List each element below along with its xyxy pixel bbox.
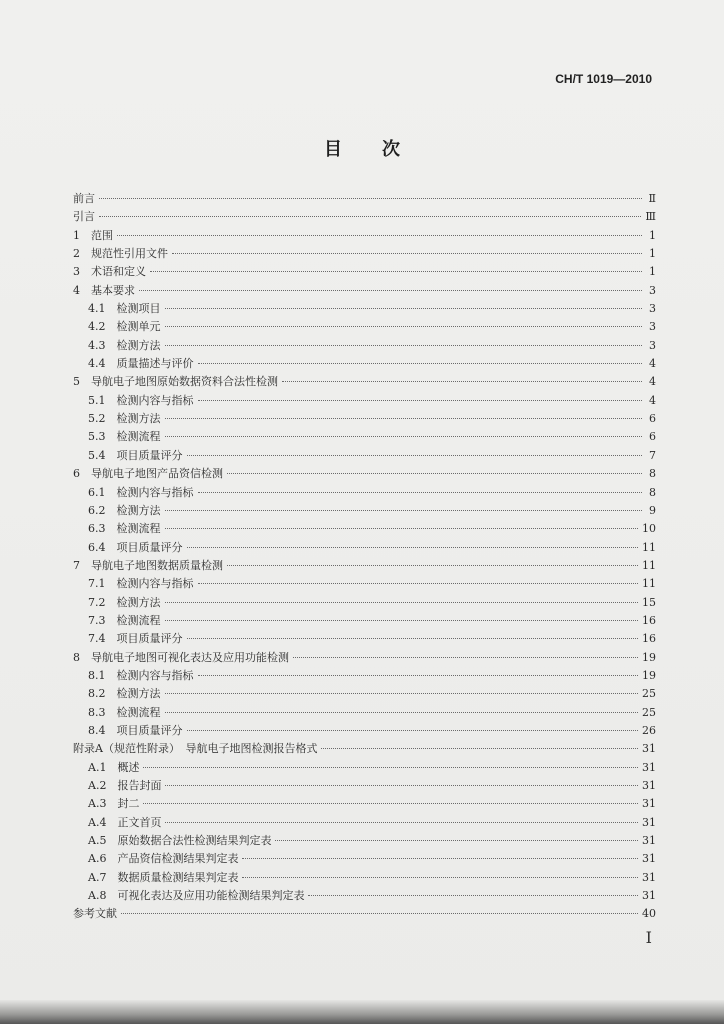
toc-leader-dots — [99, 216, 641, 217]
toc-entry-page: 31 — [642, 834, 656, 848]
toc-entry-page: 1 — [649, 228, 656, 242]
toc-leader-dots — [172, 253, 642, 254]
toc-leader-dots — [242, 877, 638, 878]
toc-leader-dots — [282, 381, 642, 382]
toc-leader-dots — [139, 290, 642, 291]
toc-leader-dots — [121, 913, 638, 914]
toc-entry-text: 5 导航电子地图原始数据资料合法性检测 — [73, 375, 278, 389]
standard-code: CH/T 1019—2010 — [555, 72, 652, 86]
toc-entry-text: 6.4 项目质量评分 — [88, 540, 183, 554]
toc-entry-text: 4.1 检测项目 — [88, 302, 161, 316]
toc-leader-dots — [165, 620, 639, 621]
toc-entry-page: Ⅱ — [648, 192, 656, 205]
toc-entry-text: 6.2 检测方法 — [88, 503, 161, 517]
toc-entry-text: 7.1 检测内容与指标 — [88, 577, 194, 591]
toc-entry-text: A.4 正文首页 — [88, 815, 162, 829]
toc-entry-page: 31 — [642, 889, 656, 903]
toc-entry[interactable] — [73, 704, 656, 722]
toc-entry[interactable] — [73, 850, 656, 868]
toc-entry-text: 3 术语和定义 — [73, 265, 146, 279]
toc-leader-dots — [165, 693, 639, 694]
toc-entry[interactable] — [73, 447, 656, 465]
toc-entry[interactable] — [73, 539, 656, 557]
toc-leader-dots — [198, 583, 639, 584]
toc-entry-page: 31 — [642, 797, 656, 811]
toc-entry-page: Ⅲ — [645, 210, 656, 224]
toc-entry[interactable] — [73, 410, 656, 428]
toc-entry[interactable] — [73, 318, 656, 336]
toc-entry[interactable] — [73, 245, 656, 263]
toc-entry-page: 25 — [642, 687, 656, 701]
toc-entry-page: 16 — [642, 613, 656, 627]
toc-entry[interactable] — [73, 208, 656, 226]
toc-entry-text: A.6 产品资信检测结果判定表 — [88, 852, 239, 866]
toc-leader-dots — [165, 822, 638, 823]
toc-entry-page: 26 — [642, 723, 656, 737]
toc-entry-page: 4 — [649, 357, 656, 371]
toc-entry[interactable] — [73, 428, 656, 446]
toc-entry[interactable] — [73, 685, 656, 703]
toc-entry[interactable] — [73, 759, 656, 777]
toc-leader-dots — [198, 400, 643, 401]
toc-entry-text: 参考文献 — [73, 907, 117, 921]
toc-entry[interactable] — [73, 484, 656, 502]
toc-entry-page: 4 — [649, 393, 656, 407]
toc-entry-page: 6 — [649, 430, 656, 444]
toc-leader-dots — [242, 858, 638, 859]
toc-entry-page: 16 — [642, 632, 656, 646]
toc-entry[interactable] — [73, 905, 656, 923]
toc-entry-text: 5.3 检测流程 — [88, 430, 161, 444]
toc-leader-dots — [227, 473, 642, 474]
toc-entry-page: 6 — [649, 412, 656, 426]
toc-entry[interactable] — [73, 355, 656, 373]
toc-entry-text: 8.2 检测方法 — [88, 687, 161, 701]
toc-entry-page: 11 — [642, 577, 656, 591]
toc-entry[interactable] — [73, 300, 656, 318]
toc-entry[interactable] — [73, 630, 656, 648]
toc-leader-dots — [308, 895, 638, 896]
toc-entry-page: 4 — [649, 375, 656, 389]
toc-entry[interactable] — [73, 832, 656, 850]
toc-entry-page: 3 — [649, 338, 656, 352]
toc-entry-page: 3 — [649, 283, 656, 297]
toc-entry-text: 8.1 检测内容与指标 — [88, 668, 194, 682]
page-number: Ⅰ — [645, 928, 652, 947]
toc-leader-dots — [165, 712, 639, 713]
toc-entry-text: 5.1 检测内容与指标 — [88, 393, 194, 407]
toc-entry-text: 4.2 检测单元 — [88, 320, 161, 334]
toc-entry-text: 7.3 检测流程 — [88, 613, 161, 627]
toc-entry-text: 2 规范性引用文件 — [73, 247, 168, 261]
toc-entry[interactable] — [73, 667, 656, 685]
toc-entry-text: 1 范围 — [73, 228, 113, 242]
toc-leader-dots — [99, 198, 642, 199]
toc-entry-page: 3 — [649, 320, 656, 334]
toc-leader-dots — [187, 730, 639, 731]
toc-entry-page: 31 — [642, 742, 656, 756]
toc-entry-text: A.2 报告封面 — [88, 779, 162, 792]
toc-leader-dots — [165, 785, 638, 786]
toc-entry-page: 9 — [649, 503, 656, 517]
toc-entry[interactable] — [73, 887, 656, 905]
toc-entry[interactable] — [73, 465, 656, 483]
toc-entry[interactable] — [73, 649, 656, 667]
toc-entry-page: 11 — [642, 558, 656, 572]
toc-entry-page: 1 — [649, 247, 656, 261]
toc-entry-text: 8.4 项目质量评分 — [88, 723, 183, 737]
toc-entry[interactable] — [73, 575, 656, 593]
toc-entry-page: 8 — [649, 467, 656, 481]
toc-entry-text: 引言 — [73, 210, 95, 224]
toc-entry[interactable] — [73, 612, 656, 630]
toc-entry-page: 15 — [642, 595, 656, 609]
toc-leader-dots — [165, 345, 643, 346]
toc-entry[interactable] — [73, 227, 656, 245]
toc-entry-page: 3 — [649, 302, 656, 316]
toc-entry[interactable] — [73, 373, 656, 391]
toc-leader-dots — [187, 455, 643, 456]
toc-entry[interactable] — [73, 392, 656, 410]
toc-entry-text: 5.4 项目质量评分 — [88, 448, 183, 462]
toc-leader-dots — [198, 363, 643, 364]
toc-entry[interactable] — [73, 557, 656, 575]
toc-entry[interactable] — [73, 795, 656, 813]
toc-leader-dots — [143, 803, 638, 804]
toc-leader-dots — [275, 840, 638, 841]
toc-entry[interactable] — [73, 722, 656, 740]
toc-entry-text: 6.1 检测内容与指标 — [88, 485, 194, 499]
toc-entry-page: 8 — [649, 485, 656, 499]
toc-entry-text: 6.3 检测流程 — [88, 522, 161, 536]
toc-entry-text: 8.3 检测流程 — [88, 705, 161, 719]
toc-entry-text: A.8 可视化表达及应用功能检测结果判定表 — [88, 889, 305, 903]
toc-entry[interactable] — [73, 502, 656, 520]
toc-entry-page: 31 — [642, 779, 656, 792]
table-of-contents — [73, 190, 656, 924]
toc-leader-dots — [187, 638, 639, 639]
toc-entry-text: 7 导航电子地图数据质量检测 — [73, 558, 223, 572]
toc-entry[interactable] — [73, 520, 656, 538]
toc-title: 目次 — [324, 139, 440, 160]
toc-entry-text: A.3 封二 — [88, 797, 140, 811]
toc-entry[interactable] — [73, 777, 656, 795]
toc-entry-page: 31 — [642, 852, 656, 866]
toc-entry-text: 5.2 检测方法 — [88, 412, 161, 426]
toc-entry-text: 附录A（规范性附录） 导航电子地图检测报告格式 — [73, 742, 318, 756]
toc-entry-page: 19 — [642, 668, 656, 682]
toc-leader-dots — [165, 528, 639, 529]
toc-leader-dots — [150, 271, 642, 272]
toc-entry-text: 7.4 项目质量评分 — [88, 632, 183, 646]
toc-entry-text: 4.4 质量描述与评价 — [88, 357, 194, 371]
scan-edge-shadow — [0, 1000, 724, 1024]
toc-entry-page: 31 — [642, 760, 656, 774]
toc-leader-dots — [198, 675, 639, 676]
toc-entry-page: 31 — [642, 815, 656, 829]
toc-entry[interactable] — [73, 740, 656, 758]
toc-entry-page: 10 — [642, 522, 656, 536]
toc-entry-text: 4.3 检测方法 — [88, 338, 161, 352]
toc-entry-text: A.1 概述 — [88, 760, 140, 774]
toc-entry-text: 7.2 检测方法 — [88, 595, 161, 609]
toc-leader-dots — [165, 418, 643, 419]
toc-entry[interactable] — [73, 814, 656, 832]
toc-entry-page: 25 — [642, 705, 656, 719]
toc-entry-text: A.5 原始数据合法性检测结果判定表 — [88, 834, 272, 848]
toc-entry-page: 19 — [642, 650, 656, 664]
toc-leader-dots — [165, 326, 643, 327]
toc-entry[interactable] — [73, 190, 656, 208]
toc-entry-page: 1 — [649, 265, 656, 279]
toc-entry-page: 31 — [642, 870, 656, 884]
toc-entry-text: 6 导航电子地图产品资信检测 — [73, 467, 223, 481]
toc-entry[interactable] — [73, 282, 656, 300]
toc-leader-dots — [321, 748, 638, 749]
toc-leader-dots — [187, 547, 639, 548]
toc-leader-dots — [198, 492, 643, 493]
toc-leader-dots — [165, 436, 643, 437]
toc-entry-page: 7 — [649, 448, 656, 462]
toc-entry-page: 11 — [642, 540, 656, 554]
toc-entry-text: A.7 数据质量检测结果判定表 — [88, 870, 239, 884]
toc-leader-dots — [293, 657, 638, 658]
toc-entry-text: 前言 — [73, 192, 95, 205]
toc-leader-dots — [165, 308, 643, 309]
toc-leader-dots — [165, 510, 643, 511]
toc-entry-page: 40 — [642, 907, 656, 921]
toc-leader-dots — [227, 565, 638, 566]
toc-entry-text: 4 基本要求 — [73, 283, 135, 297]
toc-entry[interactable] — [73, 594, 656, 612]
toc-leader-dots — [165, 602, 639, 603]
toc-entry[interactable] — [73, 263, 656, 281]
toc-leader-dots — [143, 767, 638, 768]
toc-entry-text: 8 导航电子地图可视化表达及应用功能检测 — [73, 650, 289, 664]
toc-entry[interactable] — [73, 869, 656, 887]
toc-entry[interactable] — [73, 337, 656, 355]
toc-leader-dots — [117, 235, 642, 236]
